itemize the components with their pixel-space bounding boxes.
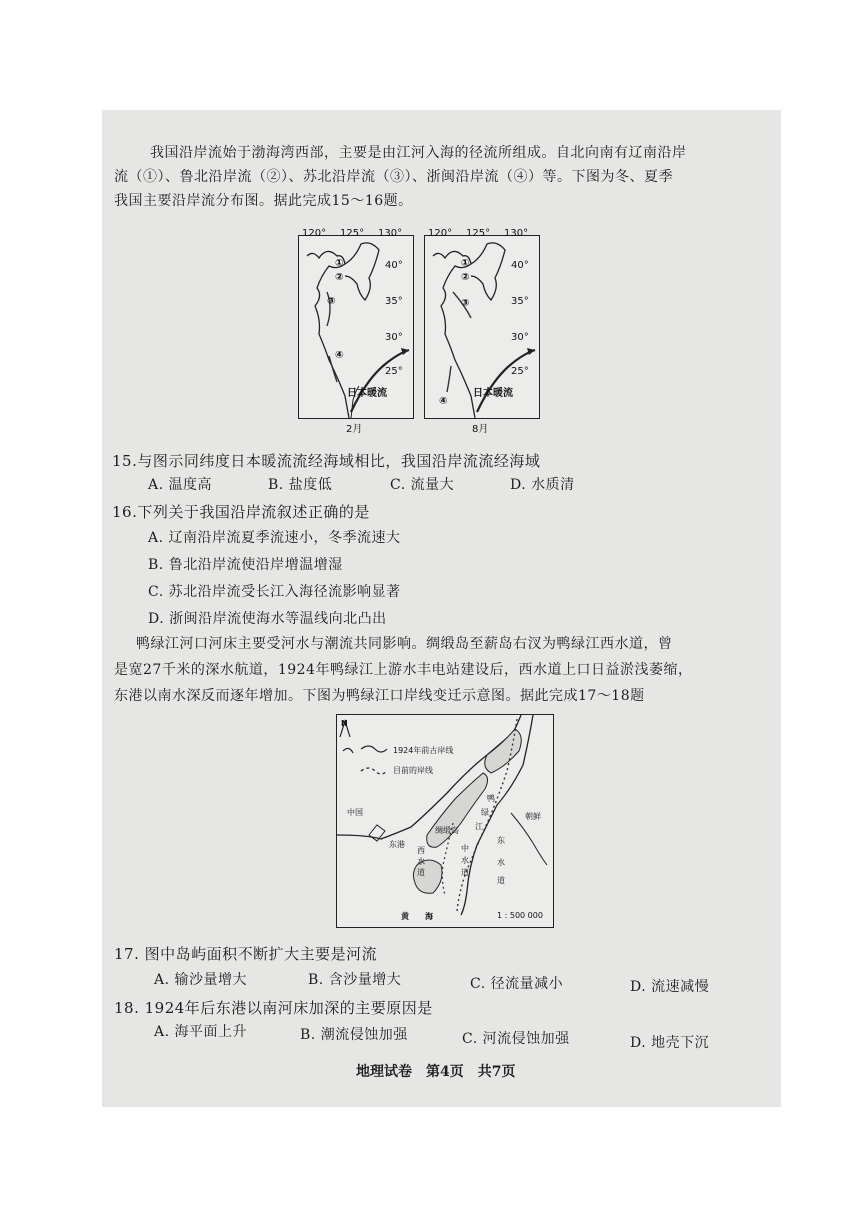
q17-option-c: C. 径流量减小 — [470, 976, 564, 992]
intro1-line1: 我国沿岸流始于渤海湾西部，主要是由江河入海的径流所组成。自北向南有辽南沿岸 — [150, 145, 687, 161]
q16-option-a: A. 辽南沿岸流夏季流速小，冬季流速大 — [148, 530, 401, 546]
q16-option-c: C. 苏北沿岸流受长江入海径流影响显著 — [148, 584, 401, 600]
lon-125: 125° — [340, 228, 365, 239]
north-arrow: N — [341, 719, 348, 728]
marker-1: ① — [335, 258, 344, 269]
lon-120: 120° — [302, 228, 327, 239]
lon-125-aug: 125° — [466, 228, 491, 239]
coastal-current-map-feb — [298, 235, 414, 419]
q15-option-a: A. 温度高 — [148, 477, 213, 493]
kuroshio-label-aug: 日本暖流 — [473, 388, 513, 399]
yellow-sea-label: 黄 海 — [401, 912, 433, 921]
west-channel-1: 西 — [417, 846, 425, 855]
q18-stem: 18. 1924年后东港以南河床加深的主要原因是 — [114, 999, 433, 1017]
yalu-river-3: 江 — [475, 822, 483, 831]
legend-current-coast: 目前的岸线 — [393, 766, 433, 775]
exam-page — [102, 110, 781, 1107]
label-chouduan-island: 绸缎岛 — [435, 826, 459, 835]
yalu-estuary-map — [336, 714, 554, 928]
intro2-line3: 东港以南水深反而逐年增加。下图为鸭绿江口岸线变迁示意图。据此完成17～18题 — [114, 688, 645, 704]
label-korea: 朝鲜 — [525, 812, 541, 821]
lat-30: 30° — [385, 332, 403, 343]
intro1-line3: 我国主要沿岸流分布图。据此完成15～16题。 — [114, 193, 413, 209]
lat-25-aug: 25° — [511, 366, 529, 377]
label-donggang: 东港 — [389, 840, 405, 849]
lat-25: 25° — [385, 366, 403, 377]
intro2-line1: 鸭绿江河口河床主要受河水与潮流共同影响。绸缎岛至薪岛右汊为鸭绿江西水道，曾 — [136, 636, 673, 652]
west-channel-2: 水 — [417, 857, 425, 866]
mid-channel-2: 水 — [461, 856, 469, 865]
west-channel-3: 道 — [417, 868, 425, 877]
page-footer: 地理试卷 第4页 共7页 — [356, 1064, 516, 1080]
q17-option-d: D. 流速减慢 — [630, 979, 710, 995]
q16-stem: 16.下列关于我国沿岸流叙述正确的是 — [112, 503, 370, 521]
month-aug: 8月 — [472, 424, 489, 435]
q18-option-c: C. 河流侵蚀加强 — [462, 1031, 570, 1047]
lat-30-aug: 30° — [511, 332, 529, 343]
q15-stem: 15.与图示同纬度日本暖流流经海域相比，我国沿岸流流经海域 — [112, 452, 541, 470]
q18-option-d: D. 地壳下沉 — [630, 1035, 710, 1051]
q18-option-a: A. 海平面上升 — [154, 1024, 248, 1040]
lat-35-aug: 35° — [511, 296, 529, 307]
q17-option-a: A. 输沙量增大 — [154, 972, 248, 988]
lat-35: 35° — [385, 296, 403, 307]
marker-4: ④ — [335, 350, 344, 361]
mid-channel-3: 道 — [461, 868, 469, 877]
q17-stem: 17. 图中岛屿面积不断扩大主要是河流 — [114, 945, 378, 963]
q16-option-b: B. 鲁北沿岸流使沿岸增温增湿 — [148, 557, 343, 573]
east-channel-3: 道 — [497, 876, 505, 885]
q15-option-c: C. 流量大 — [390, 477, 455, 493]
yalu-river-1: 鸭 — [487, 794, 495, 803]
marker-3: ③ — [327, 296, 336, 307]
intro2-line2: 是宽27千米的深水航道，1924年鸭绿江上游水丰电站建设后，西水道上口日益淤浅萎缩， — [114, 662, 693, 678]
yalu-river-2: 绿 — [481, 808, 489, 817]
q15-option-d: D. 水质清 — [510, 477, 575, 493]
lat-40: 40° — [385, 260, 403, 271]
marker-4-aug: ④ — [439, 396, 448, 407]
intro1-line2: 流（①）、鲁北沿岸流（②）、苏北沿岸流（③）、浙闽沿岸流（④）等。下图为冬、夏季 — [114, 169, 673, 185]
marker-2: ② — [335, 272, 344, 283]
lon-120-aug: 120° — [428, 228, 453, 239]
label-china: 中国 — [347, 808, 363, 817]
kuroshio-label: 日本暖流 — [347, 388, 387, 399]
q15-option-b: B. 盐度低 — [268, 477, 333, 493]
marker-3-aug: ③ — [461, 298, 470, 309]
lat-40-aug: 40° — [511, 260, 529, 271]
east-channel-1: 东 — [497, 836, 505, 845]
month-feb: 2月 — [346, 424, 363, 435]
lon-130: 130° — [378, 228, 403, 239]
q18-option-b: B. 潮流侵蚀加强 — [300, 1027, 408, 1043]
q16-option-d: D. 浙闽沿岸流使海水等温线向北凸出 — [148, 611, 387, 627]
east-channel-2: 水 — [497, 858, 505, 867]
lon-130-aug: 130° — [504, 228, 529, 239]
map-scale: 1 : 500 000 — [497, 911, 543, 920]
coastal-current-map-aug — [424, 235, 540, 419]
q17-option-b: B. 含沙量增大 — [308, 972, 402, 988]
marker-1-aug: ① — [461, 258, 470, 269]
marker-2-aug: ② — [461, 272, 470, 283]
mid-channel-1: 中 — [461, 844, 469, 853]
legend-old-coast: 1924年前古岸线 — [393, 746, 454, 755]
